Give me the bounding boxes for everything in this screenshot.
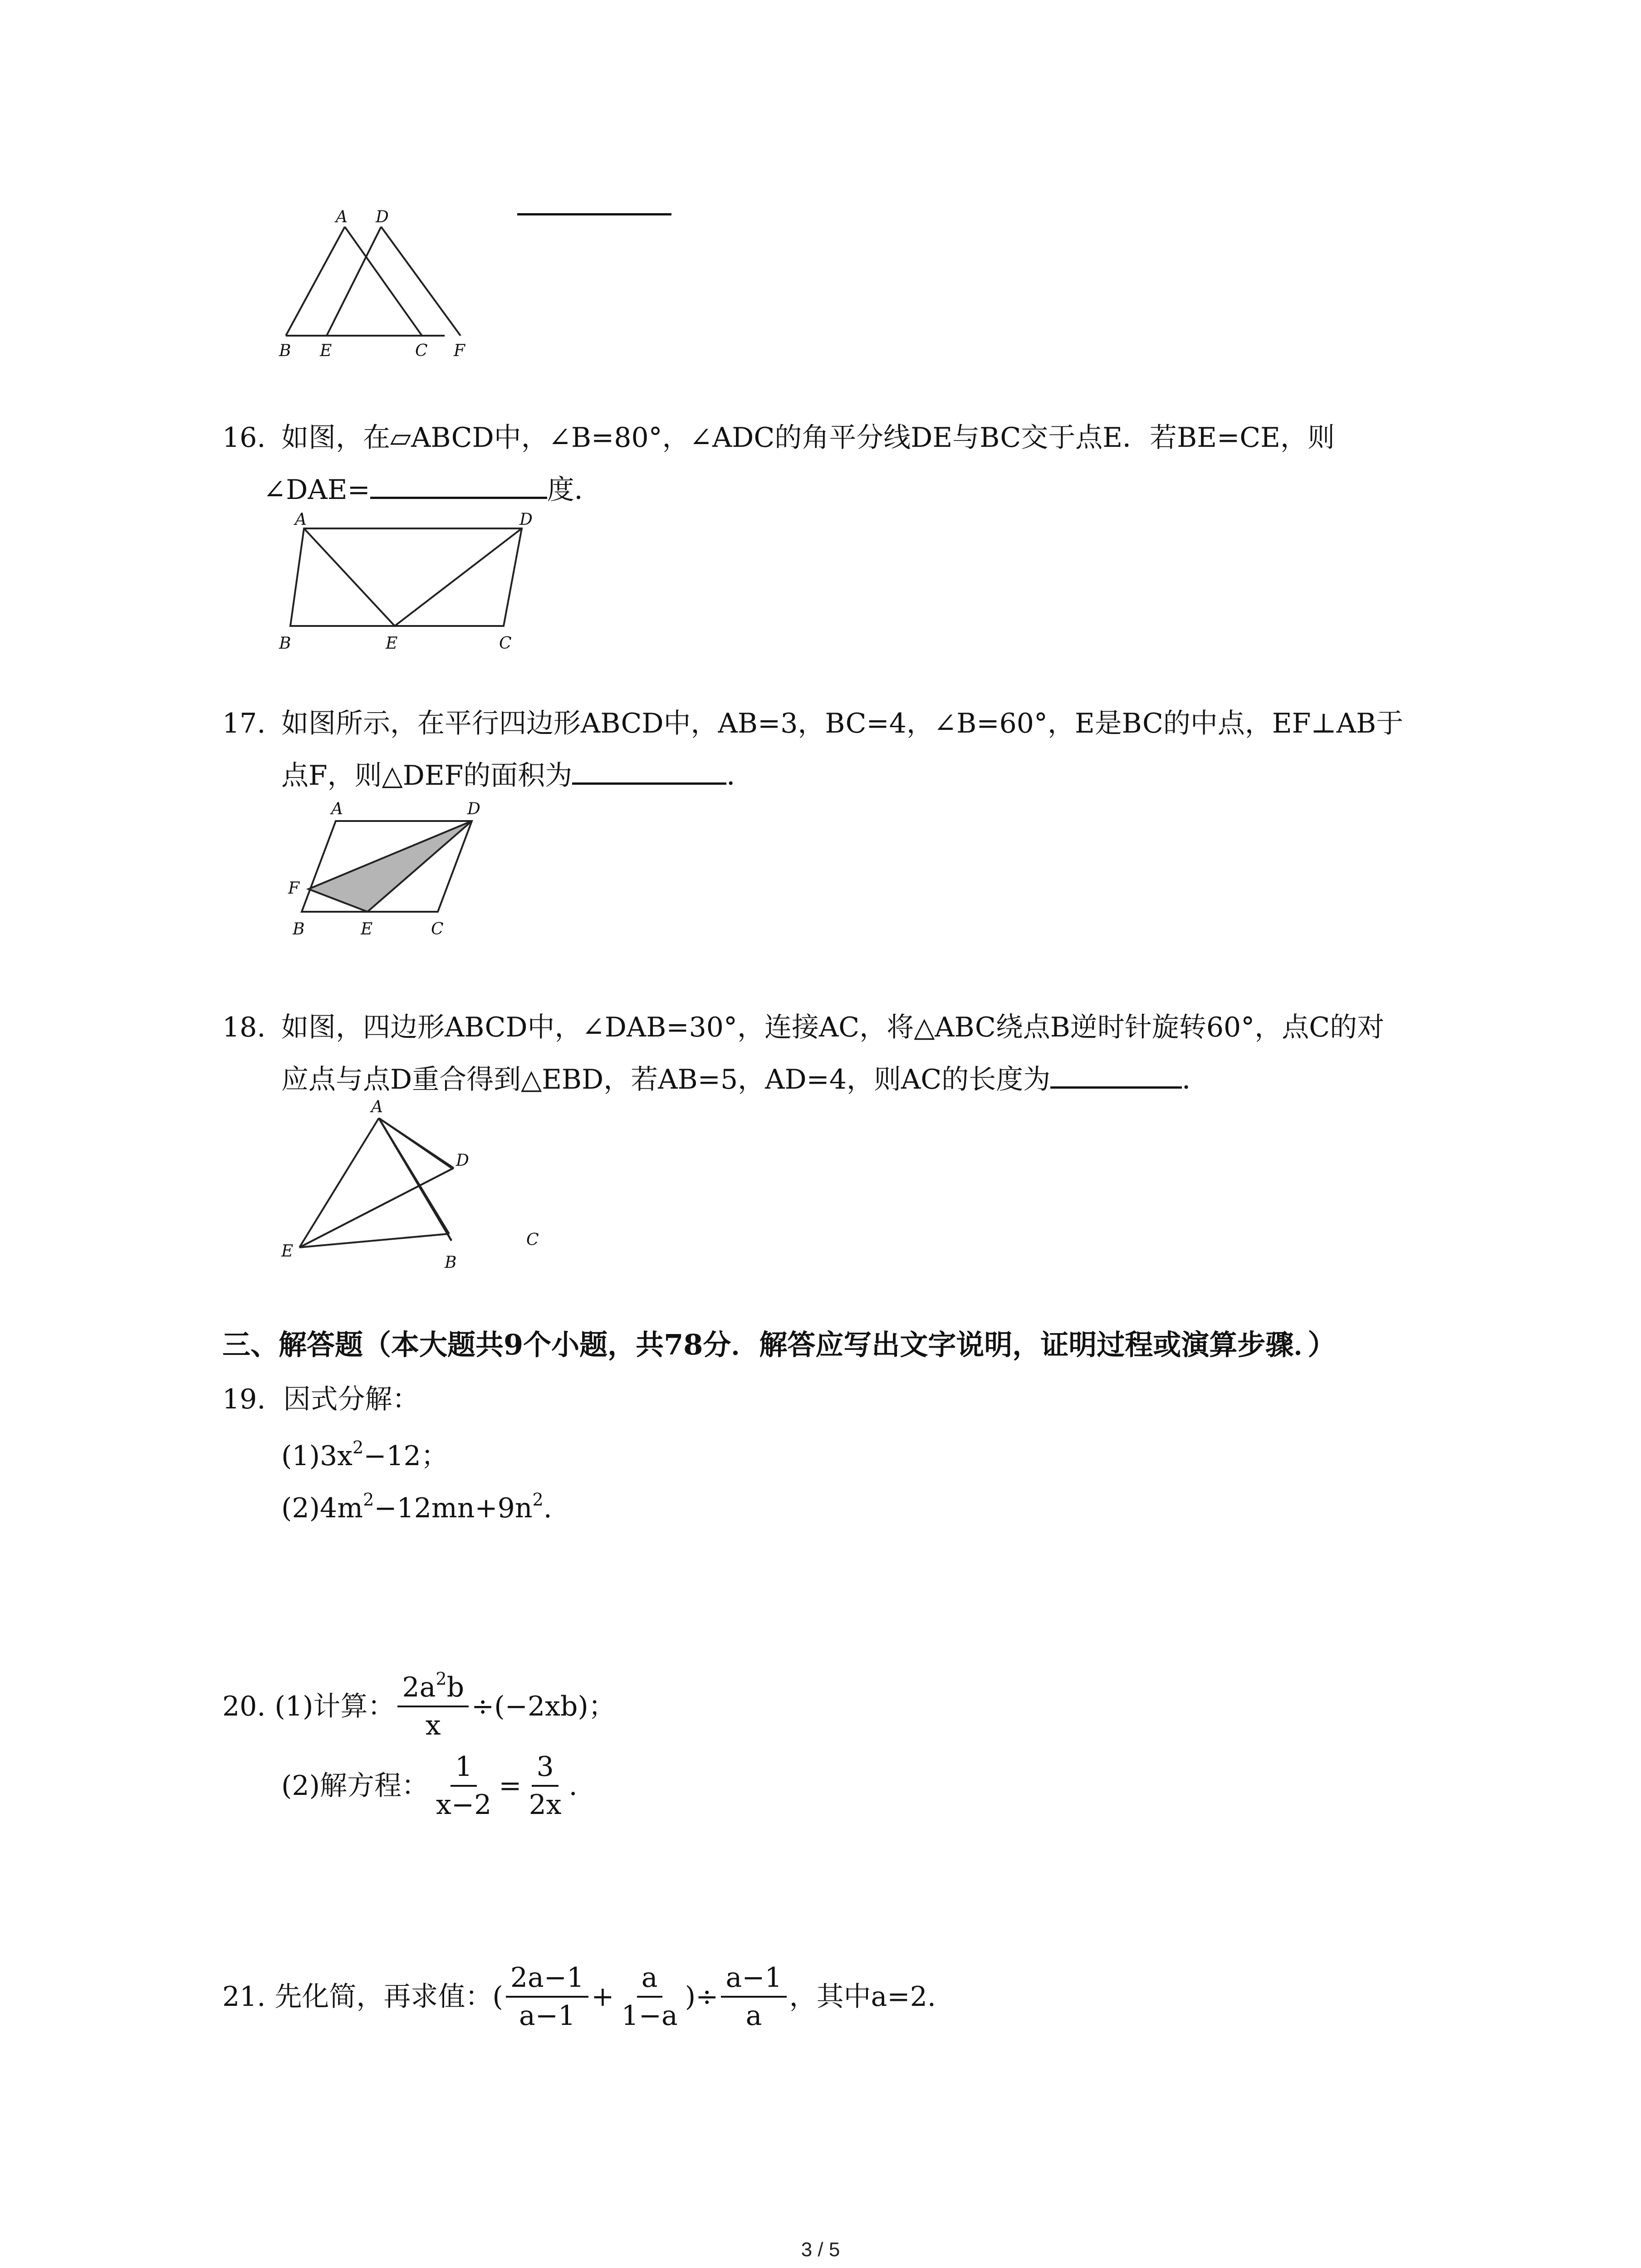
q20-part2 [281,1749,578,1823]
q16-label-C: C [499,634,512,653]
q17-label-E: E [361,920,373,938]
q16-label-E: E [386,634,398,653]
q20-number: 20. [222,1691,266,1722]
q21-f2-den: 1−a [621,2000,678,2032]
q18-label-E: E [281,1242,294,1261]
q19-part1-suffix: −12； [363,1440,448,1472]
q17-line1: 如图所示，在平行四边形ABCD中，AB=3，BC=4，∠B=60°，E是BC的中点，EF⊥AB于 [281,708,1404,739]
q21-f3-den: a [745,2000,762,2032]
q20-part1-denominator: x [425,1710,441,1741]
q21-fraction-2 [617,1960,682,2034]
q20-part1 [222,1669,616,1744]
q15-figure [263,209,476,363]
q16-line2 [263,467,602,513]
q19-part2-exp2: 2 [532,1490,544,1510]
q21-number: 21. [222,1981,266,2013]
q20-part2-lhs [431,1749,496,1823]
q17-label-B: B [293,920,305,938]
q21-label: 先化简，再求值：( [274,1981,503,2013]
q20-part2-end: . [568,1770,578,1802]
q17-label-A: A [331,800,343,818]
q21-tail: ，其中a=2. [789,1981,936,2013]
q21-fraction-1 [506,1960,588,2034]
q17-figure [281,798,517,953]
q21-close-div: )÷ [685,1981,719,2013]
q18-label-B: B [445,1253,457,1272]
q19-part1-prefix: (1)3x [281,1440,353,1472]
q17-line2-suffix: ． [726,760,754,792]
q20-part2-eq: = [499,1770,522,1802]
q18-label-A: A [371,1098,383,1116]
q16-line2-suffix: 度． [547,474,602,506]
q19-part2-b: −12mn+9n [374,1492,533,1524]
q20-part2-lhs-den: x−2 [436,1789,492,1821]
q15-label-A: A [336,209,348,226]
q15-answer-blank[interactable] [517,213,671,215]
q15-label-F: F [454,342,465,360]
q19-title: 因式分解： [283,1383,420,1415]
q17-answer-blank[interactable] [572,756,726,785]
q15-label-B: B [279,342,291,360]
q21 [222,1960,936,2034]
q19-part2 [281,1486,552,1531]
q15-label-C: C [415,342,428,360]
q16-label-D: D [519,510,533,529]
q16-label-A: A [295,510,307,529]
page-number: 3 / 5 [801,2239,840,2261]
q16-figure [272,510,563,660]
q16-number: 16. [222,422,266,454]
q18-line2 [281,1057,1209,1102]
q20-part2-rhs [524,1749,566,1823]
q16-answer-blank[interactable] [370,470,547,499]
q20-part1-numerator: $2a^2b$ [397,1669,469,1707]
q20-part2-rhs-num: 3 [532,1749,558,1787]
q17-number: 17. [222,708,266,739]
q18-line1: 如图，四边形ABCD中，∠DAB=30°，连接AC，将△ABC绕点B逆时针旋转60°，点C的对 [281,1012,1385,1043]
q19-header [222,1377,420,1422]
q21-f1-den: a−1 [519,2000,576,2032]
q21-plus: + [591,1981,614,2013]
q20-part2-lhs-num: 1 [451,1749,477,1787]
q18-label-C: C [526,1231,539,1249]
q21-f1-num: 2a−1 [506,1960,588,1998]
q17-label-C: C [431,920,444,938]
q15-label-E: E [320,342,332,360]
q18-answer-blank[interactable] [1050,1060,1182,1089]
q17-line2 [281,753,754,798]
q18-line2-suffix: ． [1182,1064,1210,1095]
q19-part1 [281,1433,448,1479]
q19-part1-exp: 2 [353,1437,364,1457]
q17-label-F: F [288,879,299,898]
q20-part2-rhs-den: 2x [529,1789,562,1821]
q21-fraction-3 [721,1960,786,2034]
q16-line2-prefix: ∠DAE= [263,474,370,506]
q16-line1: 如图，在▱ABCD中，∠B=80°，∠ADC的角平分线DE与BC交于点E．若BE=CE，则 [281,422,1335,454]
q18-line2-prefix: 应点与点D重合得到△EBD，若AB=5，AD=4，则AC的长度为 [281,1064,1051,1095]
q15-label-D: D [376,209,389,226]
q18-label-D: D [456,1151,469,1170]
q18-number: 18. [222,1012,266,1043]
q17-label-D: D [467,800,480,818]
q17-line2-prefix: 点F，则△DEF的面积为 [281,760,573,792]
q21-f2-num: a [637,1960,662,1998]
q19-number: 19. [222,1383,266,1415]
q20-part1-label: (1)计算： [274,1691,395,1722]
q19-part2-a: (2)4m [281,1492,363,1524]
q21-f3-num: a−1 [721,1960,786,1998]
q18-figure [272,1098,554,1279]
q20-part1-rest: ÷(−2xb)； [471,1691,616,1722]
q16-label-B: B [279,634,291,653]
q19-part2-exp1: 2 [363,1490,374,1510]
q20-part1-fraction [397,1669,469,1744]
section3-title: 三、解答题（本大题共9个小题，共78分．解答应写出文字说明，证明过程或演算步骤．） [222,1328,1336,1361]
q20-part2-label: (2)解方程： [281,1770,429,1802]
q19-part2-c: . [543,1492,552,1524]
